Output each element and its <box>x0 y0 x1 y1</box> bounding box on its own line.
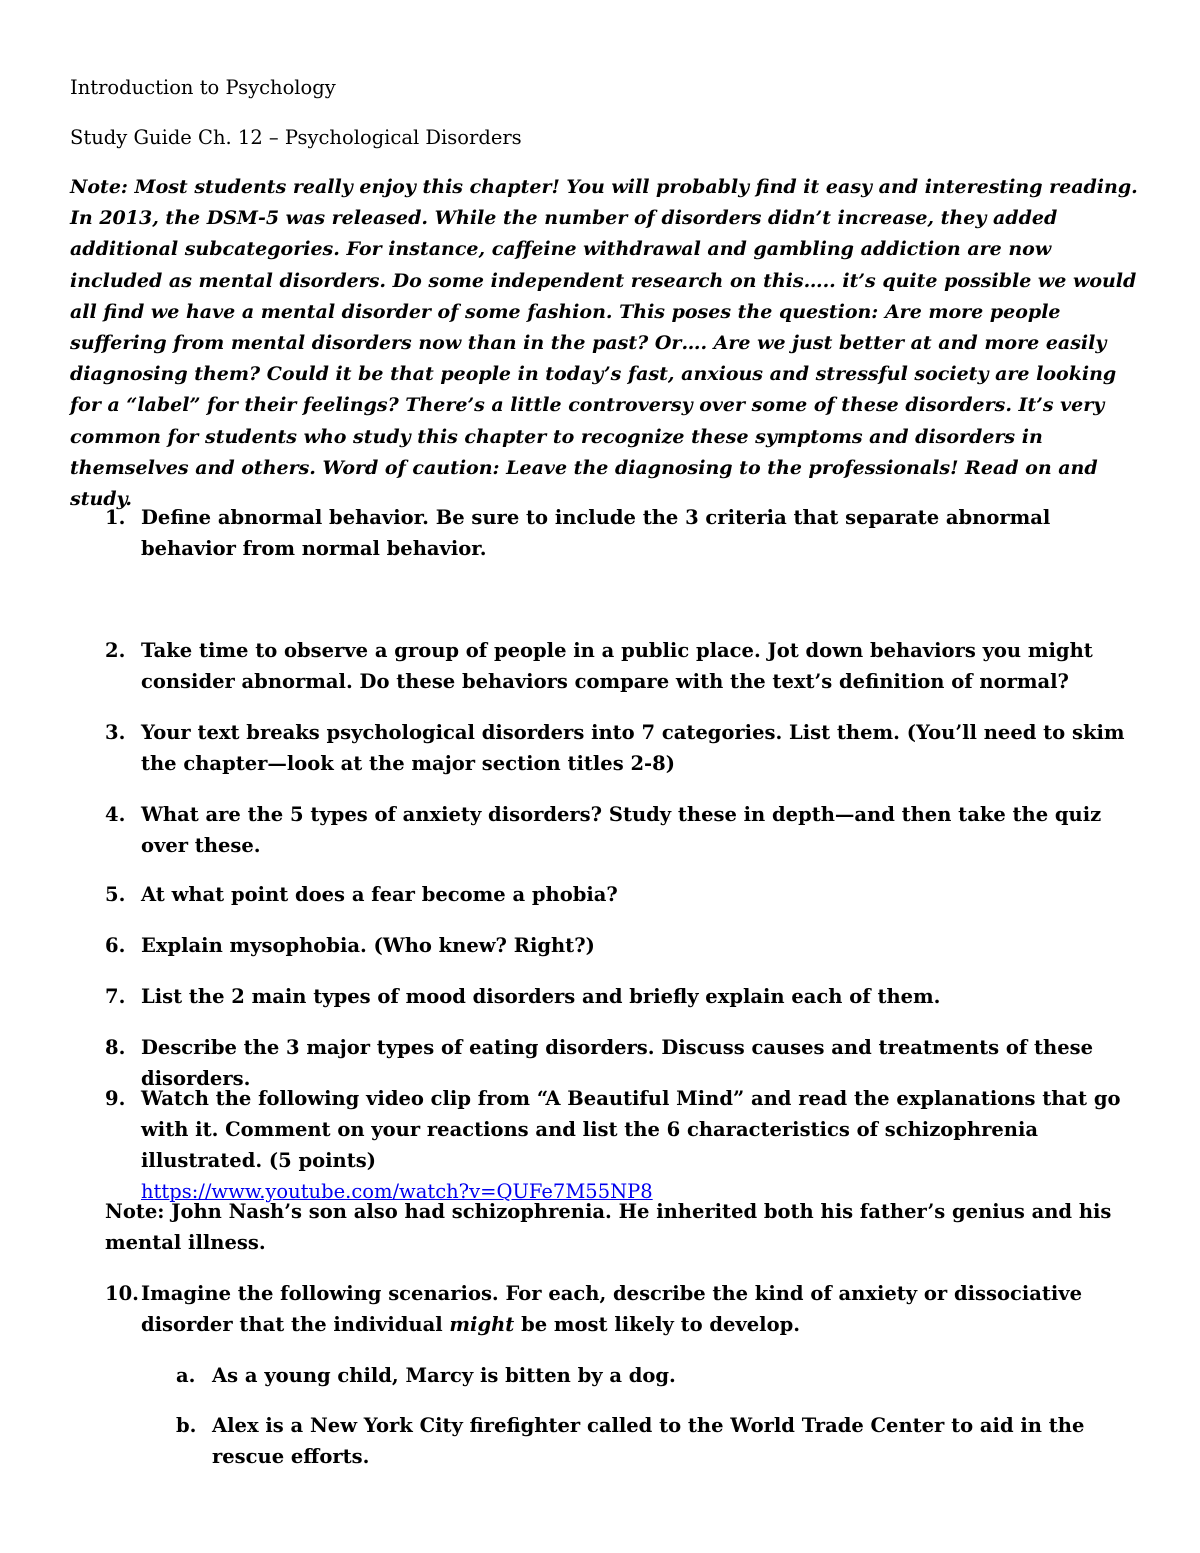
question-text: Take time to observe a group of people in a public place. Jot down behaviors you might consider abnormal. Do these behaviors compare with the text’s definition of normal? <box>141 639 1093 693</box>
question-number: 8. <box>105 1036 126 1059</box>
question-2 <box>105 635 1135 697</box>
scenario-b <box>176 1410 1136 1472</box>
question-text: Define abnormal behavior. Be sure to include the 3 criteria that separate abnormal behavior from normal behavior. <box>141 506 1051 560</box>
question-number: 4. <box>105 803 126 826</box>
question-text: Explain mysophobia. (Who knew? Right?) <box>141 934 595 957</box>
scenario-a <box>176 1360 1136 1391</box>
question-number: 6. <box>105 934 126 957</box>
question-6 <box>105 930 1135 961</box>
question-text: At what point does a fear become a phobia? <box>141 883 618 906</box>
question-number: 9. <box>105 1087 126 1110</box>
question-text: List the 2 main types of mood disorders and briefly explain each of them. <box>141 985 941 1008</box>
question-3 <box>105 717 1135 779</box>
scenario-text: As a young child, Marcy is bitten by a dog. <box>212 1364 676 1387</box>
question-text: What are the 5 types of anxiety disorders? Study these in depth—and then take the quiz over these. <box>141 803 1102 857</box>
question-text-wrap <box>141 1278 1135 1340</box>
question-number: 7. <box>105 985 126 1008</box>
question-text: Describe the 3 major types of eating disorders. Discuss causes and treatments of these disorders. <box>141 1036 1094 1090</box>
intro-note: Note: Most students really enjoy this chapter! You will probably find it easy and interesting reading. In 2013, the DSM-5 was released. While the number of disorders didn’t increase, they added additional subcategories. For instance, caffeine withdrawal and gambling addiction are now included as mental disorders. Do some independent research on this….. it’s quite possible we would all find we have a mental disorder of some fashion. This poses the question: Are more people suffering from mental disorders now than in the past? Or…. Are we just better at and more easily diagnosing them? Could it be that people in today’s fast, anxious and stressful society are looking for a “label” for their feelings? There’s a little controversy over some of these disorders. It’s very common for students who study this chapter to recognize these symptoms and disorders in themselves and others. Word of caution: Leave the diagnosing to the professionals! Read on and study. <box>70 176 1138 511</box>
question-4 <box>105 799 1135 861</box>
question-text-emphasis: might <box>449 1313 515 1336</box>
scenario-text: Alex is a New York City firefighter called to the World Trade Center to aid in the rescue efforts. <box>212 1414 1085 1468</box>
course-title: Introduction to Psychology <box>70 76 336 99</box>
question-number: 2. <box>105 639 126 662</box>
study-guide-title: Study Guide Ch. 12 – Psychological Disorders <box>70 126 522 149</box>
question-text: Your text breaks psychological disorders into 7 categories. List them. (You’ll need to skim the chapter—look at the major section titles 2-8) <box>141 721 1125 775</box>
question-text-before: Imagine the following scenarios. For each, describe the kind of anxiety or dissociative disorder that the individual <box>141 1282 1083 1336</box>
question-number: 5. <box>105 883 126 906</box>
nash-note: Note: John Nash’s son also had schizophrenia. He inherited both his father’s genius and his mental illness. <box>105 1200 1112 1254</box>
scenario-letter: a. <box>176 1364 196 1387</box>
question-text-after: be most likely to develop. <box>514 1313 801 1336</box>
question-7 <box>105 981 1135 1012</box>
question-9 <box>105 1083 1135 1207</box>
question-number: 1. <box>105 506 126 529</box>
question-text: Watch the following video clip from “A Beautiful Mind” and read the explanations that go with it. Comment on your reactions and list the 6 characteristics of schizophrenia illustrated. (5 points) <box>141 1087 1121 1172</box>
question-text-wrap <box>141 1083 1135 1207</box>
scenario-letter: b. <box>176 1414 197 1437</box>
question-number: 10. <box>105 1282 139 1305</box>
youtube-video-link[interactable]: https://www.youtube.com/watch?v=QUFe7M55NP8 <box>141 1180 653 1203</box>
question-10 <box>105 1278 1135 1340</box>
question-5 <box>105 879 1135 910</box>
question-number: 3. <box>105 721 126 744</box>
question-1 <box>105 502 1135 564</box>
